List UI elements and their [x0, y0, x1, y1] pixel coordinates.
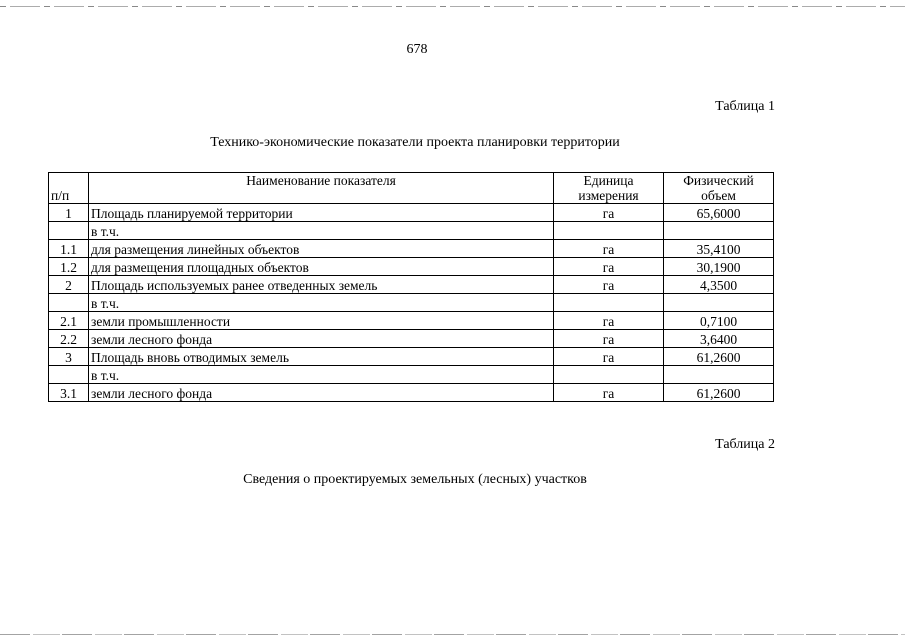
- row-name: земли промышленности: [89, 312, 554, 330]
- header-volume-line2: объем: [701, 188, 736, 203]
- table-row: [49, 276, 774, 294]
- table2-title: Сведения о проектируемых земельных (лесных) участков: [243, 472, 587, 487]
- table-row: [49, 384, 774, 402]
- table-row: [49, 240, 774, 258]
- page-number: 678: [406, 42, 428, 57]
- row-value: 4,3500: [664, 276, 774, 294]
- header-volume-line1: Физический: [683, 173, 754, 188]
- table-row: [49, 222, 774, 240]
- row-value: 0,7100: [664, 312, 774, 330]
- table1-label: Таблица 1: [715, 99, 775, 114]
- row-value: [664, 222, 774, 240]
- row-unit: га: [554, 330, 664, 348]
- row-value: 65,6000: [664, 204, 774, 222]
- row-num: 2.1: [49, 312, 89, 330]
- table-row: [49, 330, 774, 348]
- indicators-table: [48, 172, 774, 402]
- table-row: [49, 294, 774, 312]
- row-value: [664, 366, 774, 384]
- row-name: в т.ч.: [89, 366, 554, 384]
- header-name: Наименование показателя: [89, 173, 554, 204]
- row-name: для размещения площадных объектов: [89, 258, 554, 276]
- row-value: 30,1900: [664, 258, 774, 276]
- row-name: земли лесного фонда: [89, 330, 554, 348]
- row-unit: га: [554, 312, 664, 330]
- row-num: [49, 222, 89, 240]
- row-num: 1.1: [49, 240, 89, 258]
- header-volume: [664, 173, 774, 204]
- table-row: [49, 204, 774, 222]
- row-num: [49, 294, 89, 312]
- row-unit: га: [554, 204, 664, 222]
- table2-label: Таблица 2: [715, 437, 775, 452]
- row-num: 2.2: [49, 330, 89, 348]
- row-unit: [554, 294, 664, 312]
- table-row: [49, 312, 774, 330]
- row-value: 61,2600: [664, 384, 774, 402]
- row-unit: га: [554, 384, 664, 402]
- table1-title: Технико-экономические показатели проекта планировки территории: [210, 135, 620, 150]
- row-name: Площадь вновь отводимых земель: [89, 348, 554, 366]
- row-unit: га: [554, 348, 664, 366]
- header-unit-line1: Единица: [583, 173, 634, 188]
- table-header-row: [49, 173, 774, 204]
- row-name: для размещения линейных объектов: [89, 240, 554, 258]
- row-value: 61,2600: [664, 348, 774, 366]
- row-unit: га: [554, 258, 664, 276]
- row-num: [49, 366, 89, 384]
- scan-edge-bottom: [0, 634, 905, 635]
- row-value: 3,6400: [664, 330, 774, 348]
- row-num: 3: [49, 348, 89, 366]
- row-name: Площадь планируемой территории: [89, 204, 554, 222]
- table-row: [49, 366, 774, 384]
- row-unit: [554, 222, 664, 240]
- row-unit: [554, 366, 664, 384]
- header-unit: [554, 173, 664, 204]
- row-num: 1: [49, 204, 89, 222]
- row-unit: га: [554, 276, 664, 294]
- table-row: [49, 348, 774, 366]
- row-name: Площадь используемых ранее отведенных земель: [89, 276, 554, 294]
- row-name: земли лесного фонда: [89, 384, 554, 402]
- header-num: п/п: [49, 173, 89, 204]
- header-unit-line2: измерения: [578, 188, 639, 203]
- row-unit: га: [554, 240, 664, 258]
- row-value: 35,4100: [664, 240, 774, 258]
- row-num: 2: [49, 276, 89, 294]
- row-num: 1.2: [49, 258, 89, 276]
- row-name: в т.ч.: [89, 222, 554, 240]
- row-num: 3.1: [49, 384, 89, 402]
- scan-edge-top: [0, 6, 905, 7]
- row-value: [664, 294, 774, 312]
- table-row: [49, 258, 774, 276]
- row-name: в т.ч.: [89, 294, 554, 312]
